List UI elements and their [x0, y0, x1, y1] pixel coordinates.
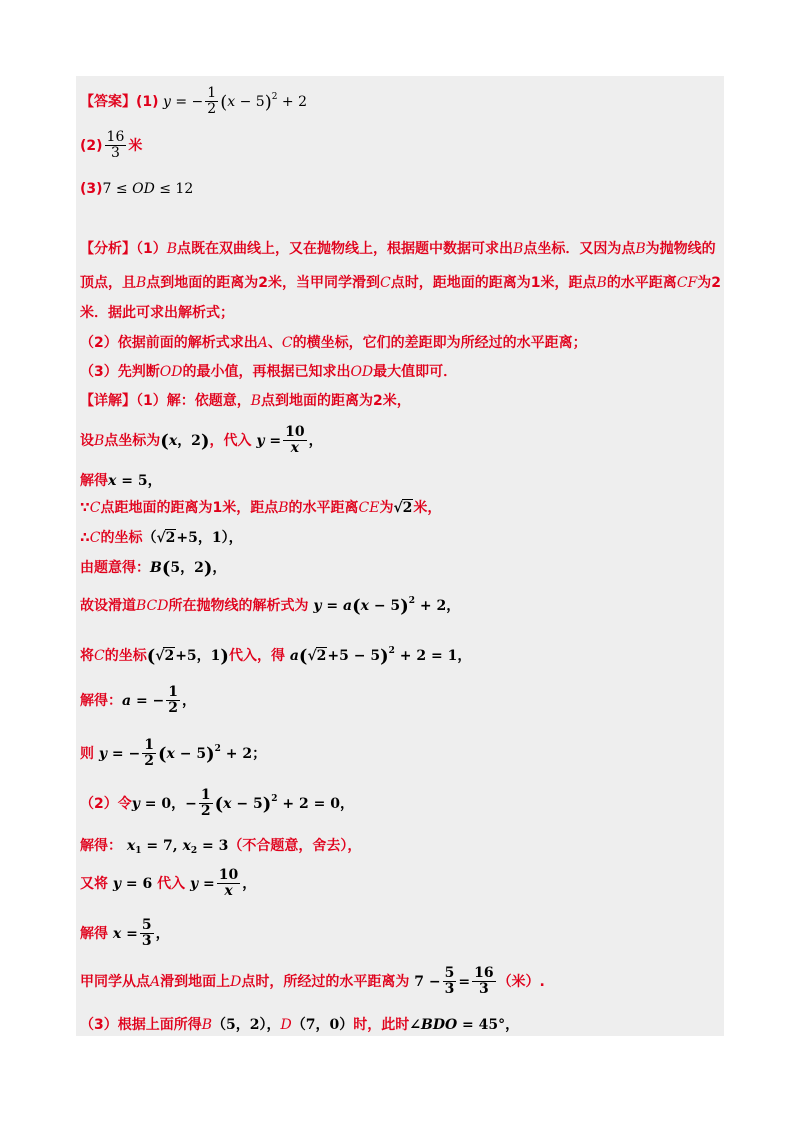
detail-line-7: 故设滑道BCD所在抛物线的解析式为 $y = a(x - 5)^2 + 2$，	[80, 596, 461, 617]
analysis-line-2: 顶点，且B点到地面的距离为2米，当甲同学滑到C点时，距地面的距离为1米，距点B的水平距离CF为2	[80, 275, 721, 291]
detail-line-2: 设B点坐标为(x，2)，代入 y = $\frac{10}{x}$ ，	[80, 424, 323, 457]
detail-line-5: ∴C的坐标（√2+5，1），	[80, 530, 243, 546]
detail-line-1: 【详解】（1）解：依题意，B点到地面的距离为2米，	[80, 393, 411, 409]
detail-line-4: ∵C点距地面的距离为1米，距点B的水平距离CE为√2米，	[80, 500, 442, 516]
answer-line-1: 【答案】(1) y = − $\frac{1}{2}$ $(x - 5)^2 + 2$	[80, 85, 308, 118]
analysis-line-1: 【分析】（1）B点既在双曲线上，又在抛物线上，根据题中数据可求出B点坐标．又因为点B为抛物线的	[80, 241, 716, 257]
detail-line-13: 又将 y = 6 代入 y = $\frac{10}{x}$ ，	[80, 867, 257, 900]
detail-line-10: 则 y = − $\frac{1}{2}$ $(x - 5)^2 + 2$；	[80, 737, 267, 770]
detail-line-9: 解得：a = − $\frac{1}{2}$ ，	[80, 684, 197, 717]
detail-line-8: 将C的坐标(√2+5，1)代入，得 $a(√2+5 - 5)^2 + 2 = 1$，	[80, 646, 472, 667]
detail-line-11: （2）令y = 0，− $\frac{1}{2}$ $(x - 5)^2 + 2 = 0$，	[80, 787, 354, 820]
answer-line-2: (2) $\frac{16}{3}$ 米	[80, 129, 143, 162]
detail-line-12: 解得： $x_1 = 7$, $x_2 = 3$（不合题意，舍去），	[80, 838, 362, 856]
detail-line-14: 解得 x = $\frac{5}{3}$ ，	[80, 917, 170, 950]
detail-line-16: （3）根据上面所得B（5，2），D（7，0）时，此时∠BDO = 45°，	[80, 1017, 520, 1033]
analysis-line-3: 米．据此可求出解析式；	[80, 305, 234, 321]
detail-line-15: 甲同学从点A滑到地面上D点时，所经过的水平距离为 7 − $\frac{5}{3}$ = $\frac{16}{3}$ （米）.	[80, 965, 545, 998]
analysis-line-4: （2）依据前面的解析式求出A、C的横坐标，它们的差距即为所经过的水平距离；	[80, 335, 587, 351]
analysis-line-5: （3）先判断OD的最小值，再根据已知求出OD最大值即可．	[80, 364, 458, 380]
detail-line-3: 解得x = 5，	[80, 473, 162, 489]
detail-line-6: 由题意得：B(5，2)，	[80, 558, 227, 579]
answer-line-3: (3)7 ≤ OD ≤ 12	[80, 181, 194, 197]
